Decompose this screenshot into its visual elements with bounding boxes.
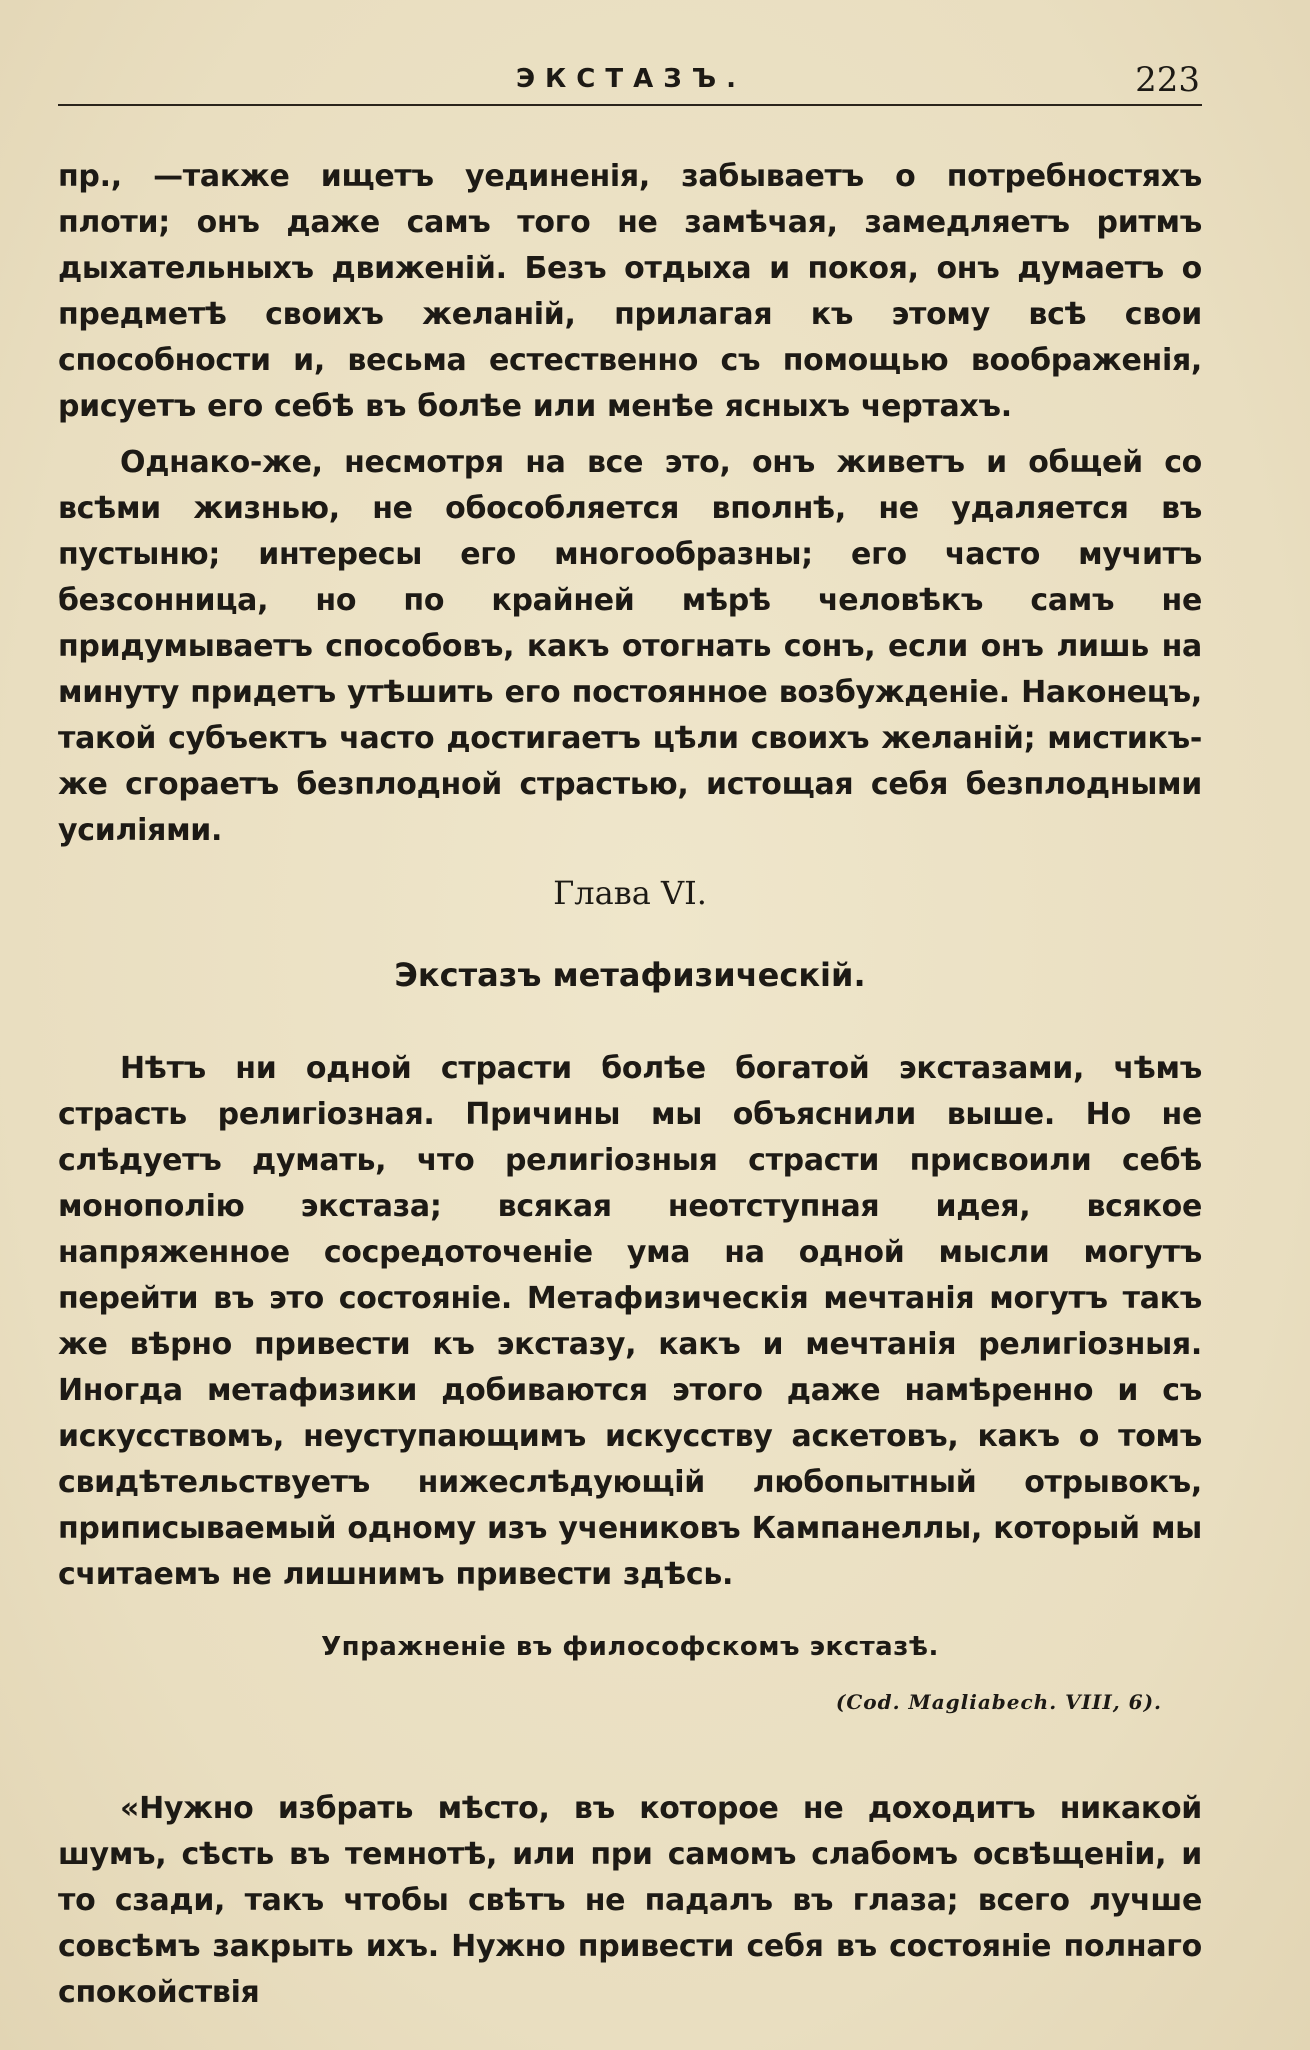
paragraph-2: Однако-же, несмотря на все это, онъ живетъ и общей со всѣми жизнью, не обособляется вполнѣ, не удаляется въ пустыню; интересы его многообразны; его часто мучитъ безсонница, но по крайней мѣрѣ человѣкъ самъ не придумываетъ способовъ, какъ отогнать сонъ, если онъ лишь на минуту придетъ утѣшить его постоянное возбужденіе. Наконецъ, такой субъектъ часто достигаетъ цѣли своихъ желаній; мистикъ-же сгораетъ безплодной страстью, истощая себя безплодными усиліями.	[58, 445, 1202, 848]
paragraph-4: «Нужно избрать мѣсто, въ которое не доходитъ никакой шумъ, сѣсть въ темнотѣ, или при самомъ слабомъ освѣщеніи, и то сзади, такъ чтобы свѣтъ не падалъ въ глаза; всего лучше совсѣмъ закрыть ихъ. Нужно привести себя въ состояніе полнаго спокойствія	[58, 1791, 1202, 2010]
paragraph-1: пр., —также ищетъ уединенія, забываетъ о потребностяхъ плоти; онъ даже самъ того не замѣчая, замедляетъ ритмъ дыхательныхъ движеній. Безъ отдыха и покоя, онъ думаетъ о предметѣ своихъ желаній, прилагая къ этому всѣ свои способности и, весьма естественно съ помощью воображенія, рисуетъ его себѣ въ болѣе или менѣе ясныхъ чертахъ.	[58, 159, 1202, 424]
page-header	[62, 60, 1200, 110]
section-title: Упражненіе въ философскомъ экстазѣ.	[321, 1632, 939, 1662]
source-citation: (Cod. Magliabech. VIII, 6).	[835, 1690, 1162, 1714]
paragraph-3: Нѣтъ ни одной страсти болѣе богатой экстазами, чѣмъ страсть религіозная. Причины мы объяснили выше. Но не слѣдуетъ думать, что религіозныя страсти присвоили себѣ монополію экстаза; всякая неотступная идея, всякое напряженное сосредоточеніе ума на одной мысли могутъ перейти въ это состояніе. Метафизическія мечтанія могутъ такъ же вѣрно привести къ экстазу, какъ и мечтанія религіозныя. Иногда метафизики добиваются этого даже намѣренно и съ искусствомъ, неуступающимъ искусству аскетовъ, какъ о томъ свидѣтельствуетъ нижеслѣдующій любопытный отрывокъ, приписываемый одному изъ учениковъ Кампанеллы, который мы считаемъ не лишнимъ привести здѣсь.	[58, 1051, 1202, 1592]
chapter-subtitle: Экстазъ метафизическій.	[394, 956, 866, 994]
chapter-heading: Глава VI.	[553, 874, 707, 912]
page-number: 223	[1135, 60, 1200, 100]
running-title: ЭКСТАЗЪ.	[515, 64, 747, 94]
header-rule	[58, 104, 1202, 106]
